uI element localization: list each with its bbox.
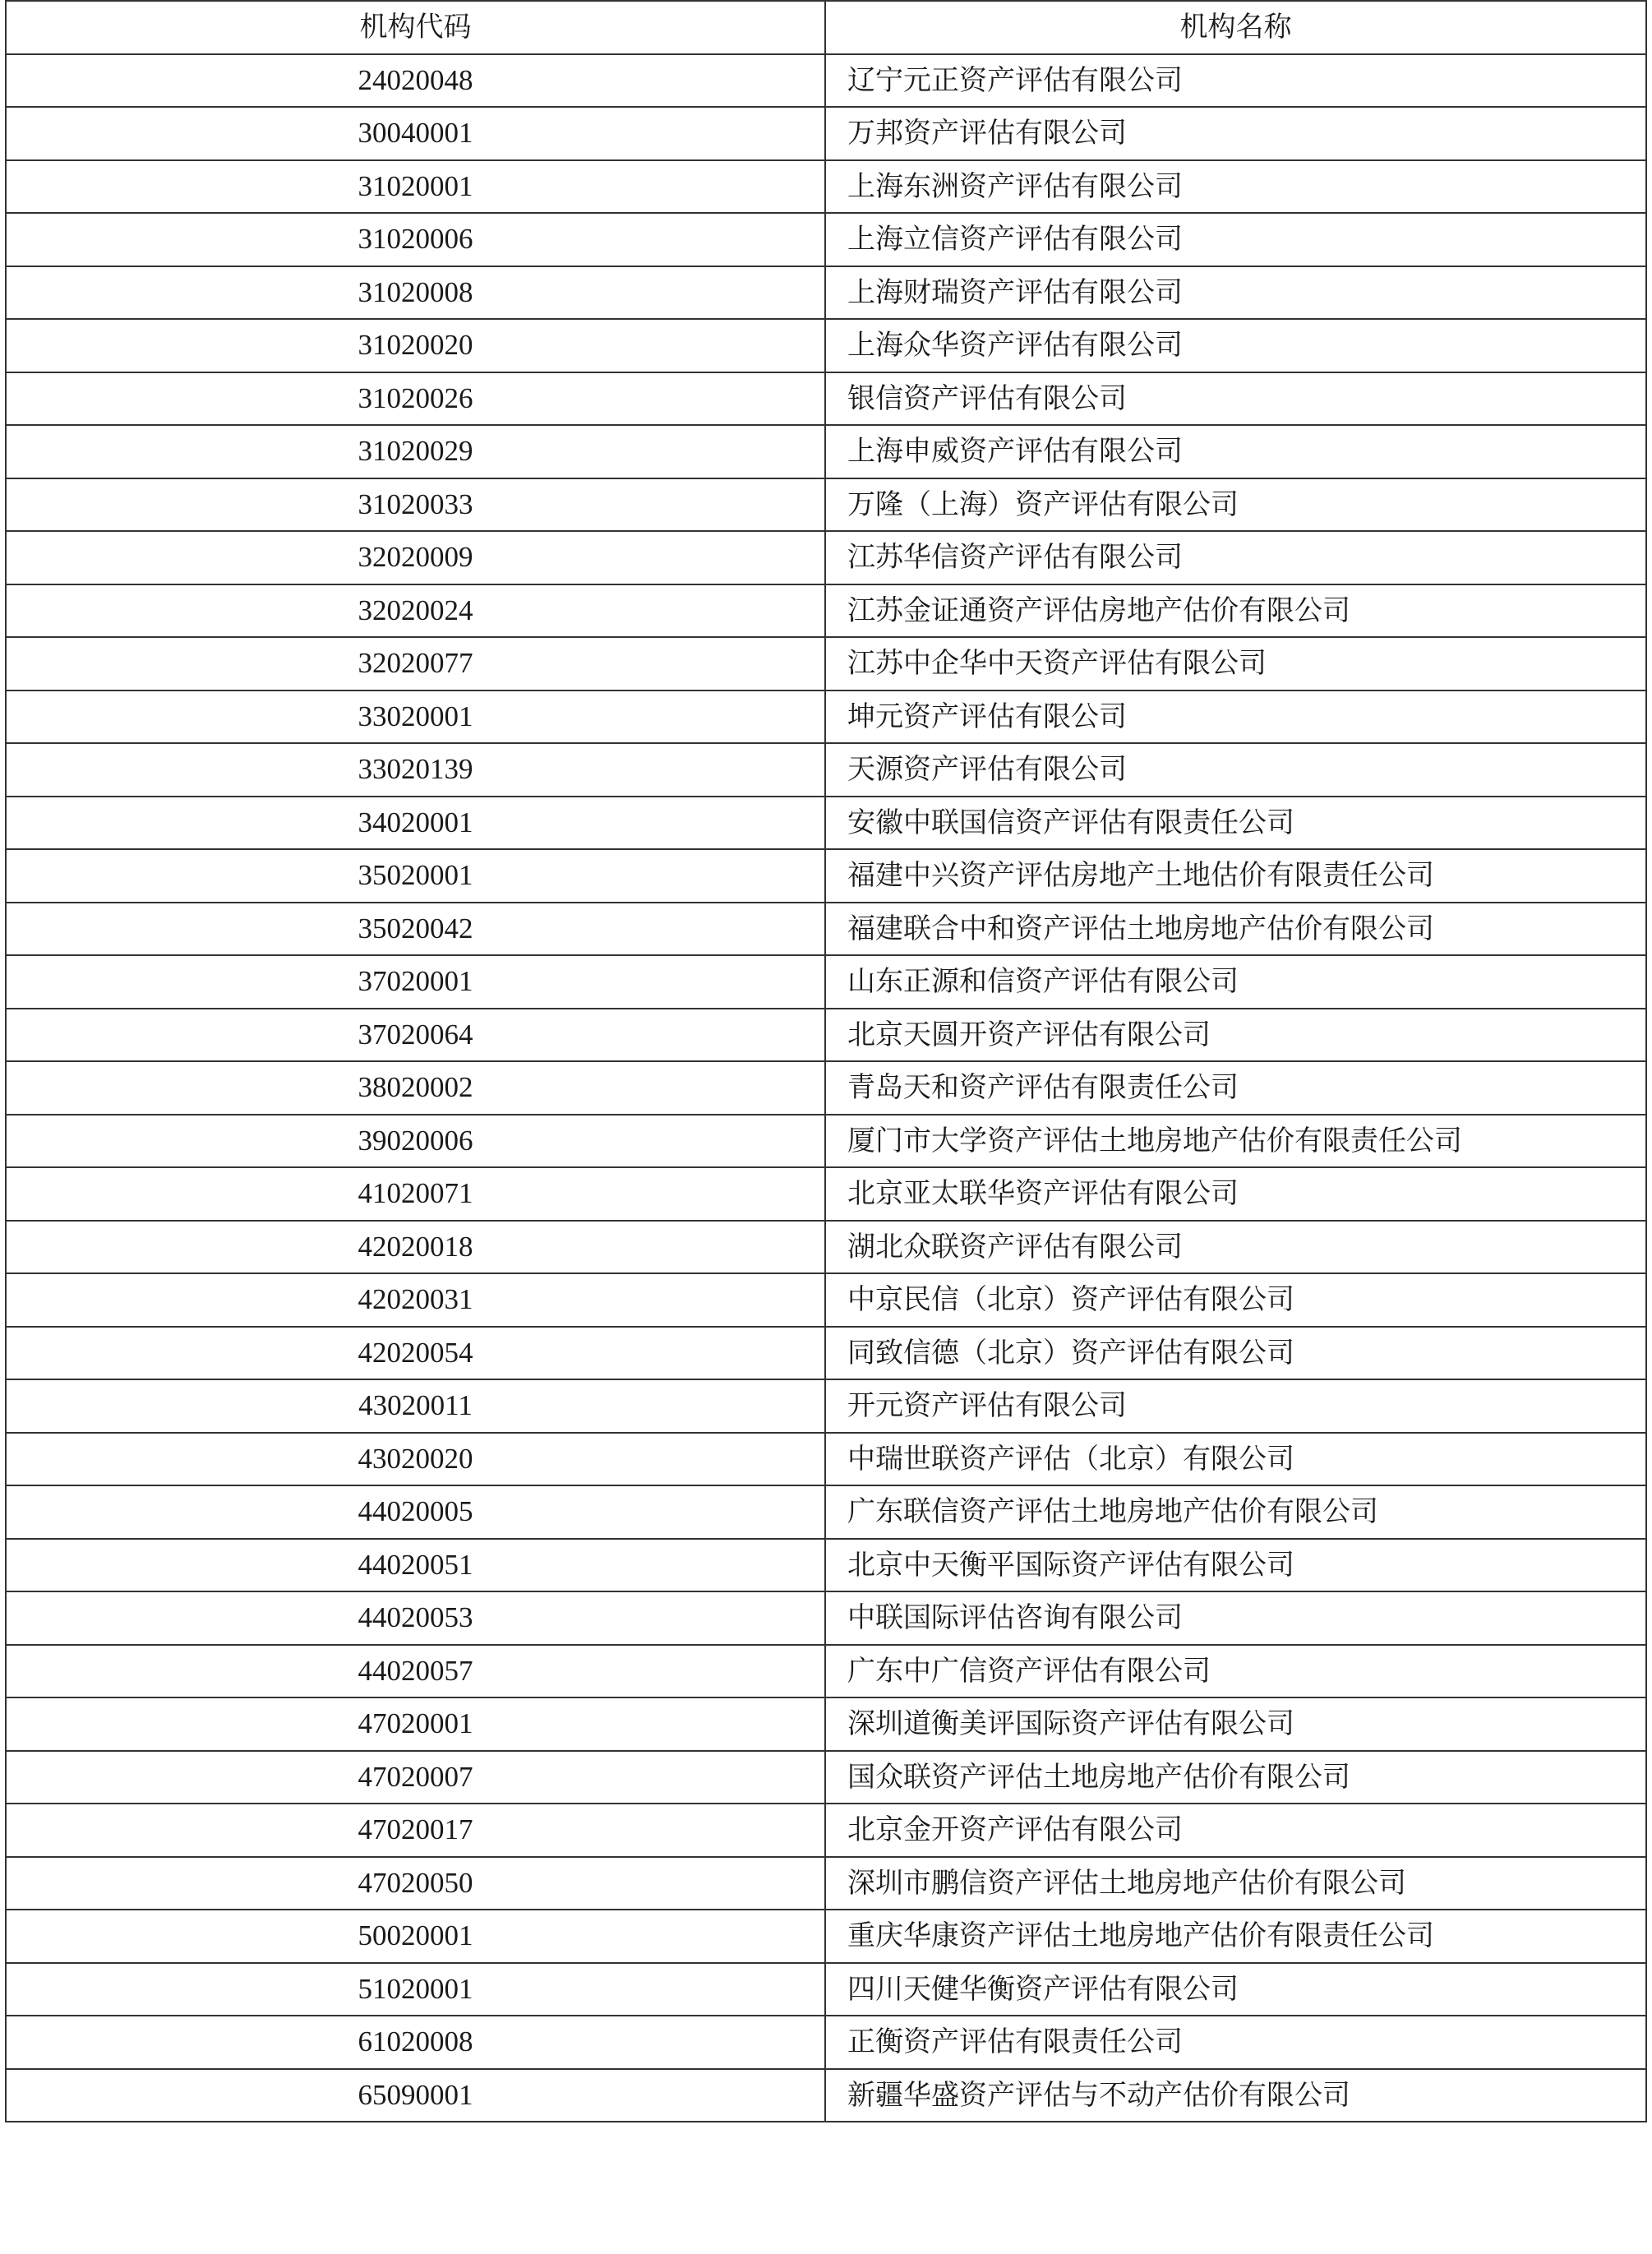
institution-name-cell: 坤元资产评估有限公司 bbox=[825, 691, 1646, 744]
institution-code-cell: 32020009 bbox=[6, 531, 825, 584]
institution-name-cell: 江苏华信资产评估有限公司 bbox=[825, 531, 1646, 584]
institution-code-cell: 42020031 bbox=[6, 1273, 825, 1327]
institution-code-cell: 31020008 bbox=[6, 266, 825, 320]
institution-code-cell: 31020033 bbox=[6, 478, 825, 532]
table-row bbox=[6, 2016, 1646, 2069]
institution-name-cell: 万邦资产评估有限公司 bbox=[825, 107, 1646, 160]
institution-table-container bbox=[5, 0, 1645, 2122]
institution-code-cell: 30040001 bbox=[6, 107, 825, 160]
institution-code-cell: 51020001 bbox=[6, 1963, 825, 2016]
institution-name-cell: 新疆华盛资产评估与不动产估价有限公司 bbox=[825, 2069, 1646, 2122]
institution-code-cell: 35020001 bbox=[6, 849, 825, 903]
table-row bbox=[6, 1591, 1646, 1645]
table-row bbox=[6, 955, 1646, 1009]
table-row bbox=[6, 1645, 1646, 1698]
institution-code-cell: 37020001 bbox=[6, 955, 825, 1009]
table-row bbox=[6, 1804, 1646, 1857]
table-row bbox=[6, 160, 1646, 214]
header-row bbox=[6, 1, 1646, 54]
table-row bbox=[6, 1433, 1646, 1486]
table-row bbox=[6, 849, 1646, 903]
institution-code-cell: 42020054 bbox=[6, 1327, 825, 1380]
institution-name-cell: 广东联信资产评估土地房地产估价有限公司 bbox=[825, 1485, 1646, 1539]
table-row bbox=[6, 1167, 1646, 1221]
institution-code-cell: 32020077 bbox=[6, 637, 825, 691]
institution-name-cell: 江苏金证通资产评估房地产估价有限公司 bbox=[825, 584, 1646, 638]
institution-code-cell: 47020017 bbox=[6, 1804, 825, 1857]
institution-name-cell: 福建中兴资产评估房地产土地估价有限责任公司 bbox=[825, 849, 1646, 903]
institution-name-cell: 重庆华康资产评估土地房地产估价有限责任公司 bbox=[825, 1910, 1646, 1963]
institution-name-cell: 辽宁元正资产评估有限公司 bbox=[825, 54, 1646, 108]
institution-name-cell: 国众联资产评估土地房地产估价有限公司 bbox=[825, 1751, 1646, 1804]
institution-code-cell: 31020026 bbox=[6, 372, 825, 426]
institution-name-cell: 湖北众联资产评估有限公司 bbox=[825, 1221, 1646, 1274]
table-row bbox=[6, 637, 1646, 691]
institution-name-cell: 青岛天和资产评估有限责任公司 bbox=[825, 1061, 1646, 1115]
table-row bbox=[6, 425, 1646, 478]
institution-code-cell: 33020139 bbox=[6, 743, 825, 797]
institution-name-cell: 上海众华资产评估有限公司 bbox=[825, 319, 1646, 372]
institution-name-cell: 深圳道衡美评国际资产评估有限公司 bbox=[825, 1697, 1646, 1751]
institution-code-cell: 61020008 bbox=[6, 2016, 825, 2069]
institution-code-cell: 31020001 bbox=[6, 160, 825, 214]
institution-code-cell: 44020053 bbox=[6, 1591, 825, 1645]
table-row bbox=[6, 531, 1646, 584]
institution-code-cell: 47020050 bbox=[6, 1857, 825, 1910]
institution-name-cell: 江苏中企华中天资产评估有限公司 bbox=[825, 637, 1646, 691]
institution-code-cell: 32020024 bbox=[6, 584, 825, 638]
institution-code-cell: 33020001 bbox=[6, 691, 825, 744]
table-row bbox=[6, 1539, 1646, 1592]
institution-code-cell: 42020018 bbox=[6, 1221, 825, 1274]
institution-name-cell: 北京金开资产评估有限公司 bbox=[825, 1804, 1646, 1857]
institution-name-cell: 上海申威资产评估有限公司 bbox=[825, 425, 1646, 478]
institution-name-cell: 中京民信（北京）资产评估有限公司 bbox=[825, 1273, 1646, 1327]
table-row bbox=[6, 1697, 1646, 1751]
table-row bbox=[6, 1221, 1646, 1274]
institution-code-cell: 31020020 bbox=[6, 319, 825, 372]
institution-code-cell: 39020006 bbox=[6, 1115, 825, 1168]
table-row bbox=[6, 266, 1646, 320]
table-row bbox=[6, 54, 1646, 108]
header-institution-name: 机构名称 bbox=[825, 1, 1646, 54]
institution-code-cell: 47020007 bbox=[6, 1751, 825, 1804]
institution-code-cell: 44020057 bbox=[6, 1645, 825, 1698]
institution-name-cell: 北京中天衡平国际资产评估有限公司 bbox=[825, 1539, 1646, 1592]
institution-name-cell: 上海财瑞资产评估有限公司 bbox=[825, 266, 1646, 320]
institution-name-cell: 广东中广信资产评估有限公司 bbox=[825, 1645, 1646, 1698]
table-row bbox=[6, 2069, 1646, 2122]
institution-code-cell: 37020064 bbox=[6, 1009, 825, 1062]
institution-name-cell: 上海东洲资产评估有限公司 bbox=[825, 160, 1646, 214]
institution-code-cell: 44020051 bbox=[6, 1539, 825, 1592]
institution-name-cell: 北京亚太联华资产评估有限公司 bbox=[825, 1167, 1646, 1221]
institution-name-cell: 天源资产评估有限公司 bbox=[825, 743, 1646, 797]
table-row bbox=[6, 903, 1646, 956]
institution-name-cell: 安徽中联国信资产评估有限责任公司 bbox=[825, 797, 1646, 850]
institution-name-cell: 山东正源和信资产评估有限公司 bbox=[825, 955, 1646, 1009]
institution-code-cell: 34020001 bbox=[6, 797, 825, 850]
institution-name-cell: 深圳市鹏信资产评估土地房地产估价有限公司 bbox=[825, 1857, 1646, 1910]
institution-code-cell: 31020006 bbox=[6, 213, 825, 266]
institution-name-cell: 同致信德（北京）资产评估有限公司 bbox=[825, 1327, 1646, 1380]
institution-name-cell: 四川天健华衡资产评估有限公司 bbox=[825, 1963, 1646, 2016]
institution-name-cell: 银信资产评估有限公司 bbox=[825, 372, 1646, 426]
table-row bbox=[6, 319, 1646, 372]
institution-code-cell: 65090001 bbox=[6, 2069, 825, 2122]
institution-code-cell: 24020048 bbox=[6, 54, 825, 108]
table-row bbox=[6, 1273, 1646, 1327]
table-header bbox=[6, 1, 1646, 54]
table-row bbox=[6, 1379, 1646, 1433]
table-row bbox=[6, 1751, 1646, 1804]
table-row bbox=[6, 1115, 1646, 1168]
institution-code-cell: 50020001 bbox=[6, 1910, 825, 1963]
table-row bbox=[6, 691, 1646, 744]
table-row bbox=[6, 107, 1646, 160]
institution-name-cell: 中瑞世联资产评估（北京）有限公司 bbox=[825, 1433, 1646, 1486]
institution-name-cell: 上海立信资产评估有限公司 bbox=[825, 213, 1646, 266]
table-row bbox=[6, 1009, 1646, 1062]
institution-name-cell: 福建联合中和资产评估土地房地产估价有限公司 bbox=[825, 903, 1646, 956]
table-row bbox=[6, 743, 1646, 797]
institution-code-cell: 43020011 bbox=[6, 1379, 825, 1433]
institution-code-cell: 38020002 bbox=[6, 1061, 825, 1115]
institution-code-cell: 35020042 bbox=[6, 903, 825, 956]
institution-code-cell: 31020029 bbox=[6, 425, 825, 478]
table-row bbox=[6, 1857, 1646, 1910]
institution-name-cell: 中联国际评估咨询有限公司 bbox=[825, 1591, 1646, 1645]
table-row bbox=[6, 1485, 1646, 1539]
institution-name-cell: 正衡资产评估有限责任公司 bbox=[825, 2016, 1646, 2069]
institution-code-cell: 41020071 bbox=[6, 1167, 825, 1221]
table-row bbox=[6, 213, 1646, 266]
table-row bbox=[6, 584, 1646, 638]
institution-code-cell: 43020020 bbox=[6, 1433, 825, 1486]
table-row bbox=[6, 1910, 1646, 1963]
table-row bbox=[6, 797, 1646, 850]
table-row bbox=[6, 1327, 1646, 1380]
table-row bbox=[6, 372, 1646, 426]
institution-name-cell: 厦门市大学资产评估土地房地产估价有限责任公司 bbox=[825, 1115, 1646, 1168]
institution-name-cell: 开元资产评估有限公司 bbox=[825, 1379, 1646, 1433]
institution-name-cell: 万隆（上海）资产评估有限公司 bbox=[825, 478, 1646, 532]
institution-code-cell: 44020005 bbox=[6, 1485, 825, 1539]
institution-name-cell: 北京天圆开资产评估有限公司 bbox=[825, 1009, 1646, 1062]
table-row bbox=[6, 1061, 1646, 1115]
table-row bbox=[6, 1963, 1646, 2016]
institution-code-cell: 47020001 bbox=[6, 1697, 825, 1751]
table-body bbox=[6, 54, 1646, 2122]
institution-table bbox=[5, 0, 1647, 2122]
header-institution-code: 机构代码 bbox=[6, 1, 825, 54]
table-row bbox=[6, 478, 1646, 532]
